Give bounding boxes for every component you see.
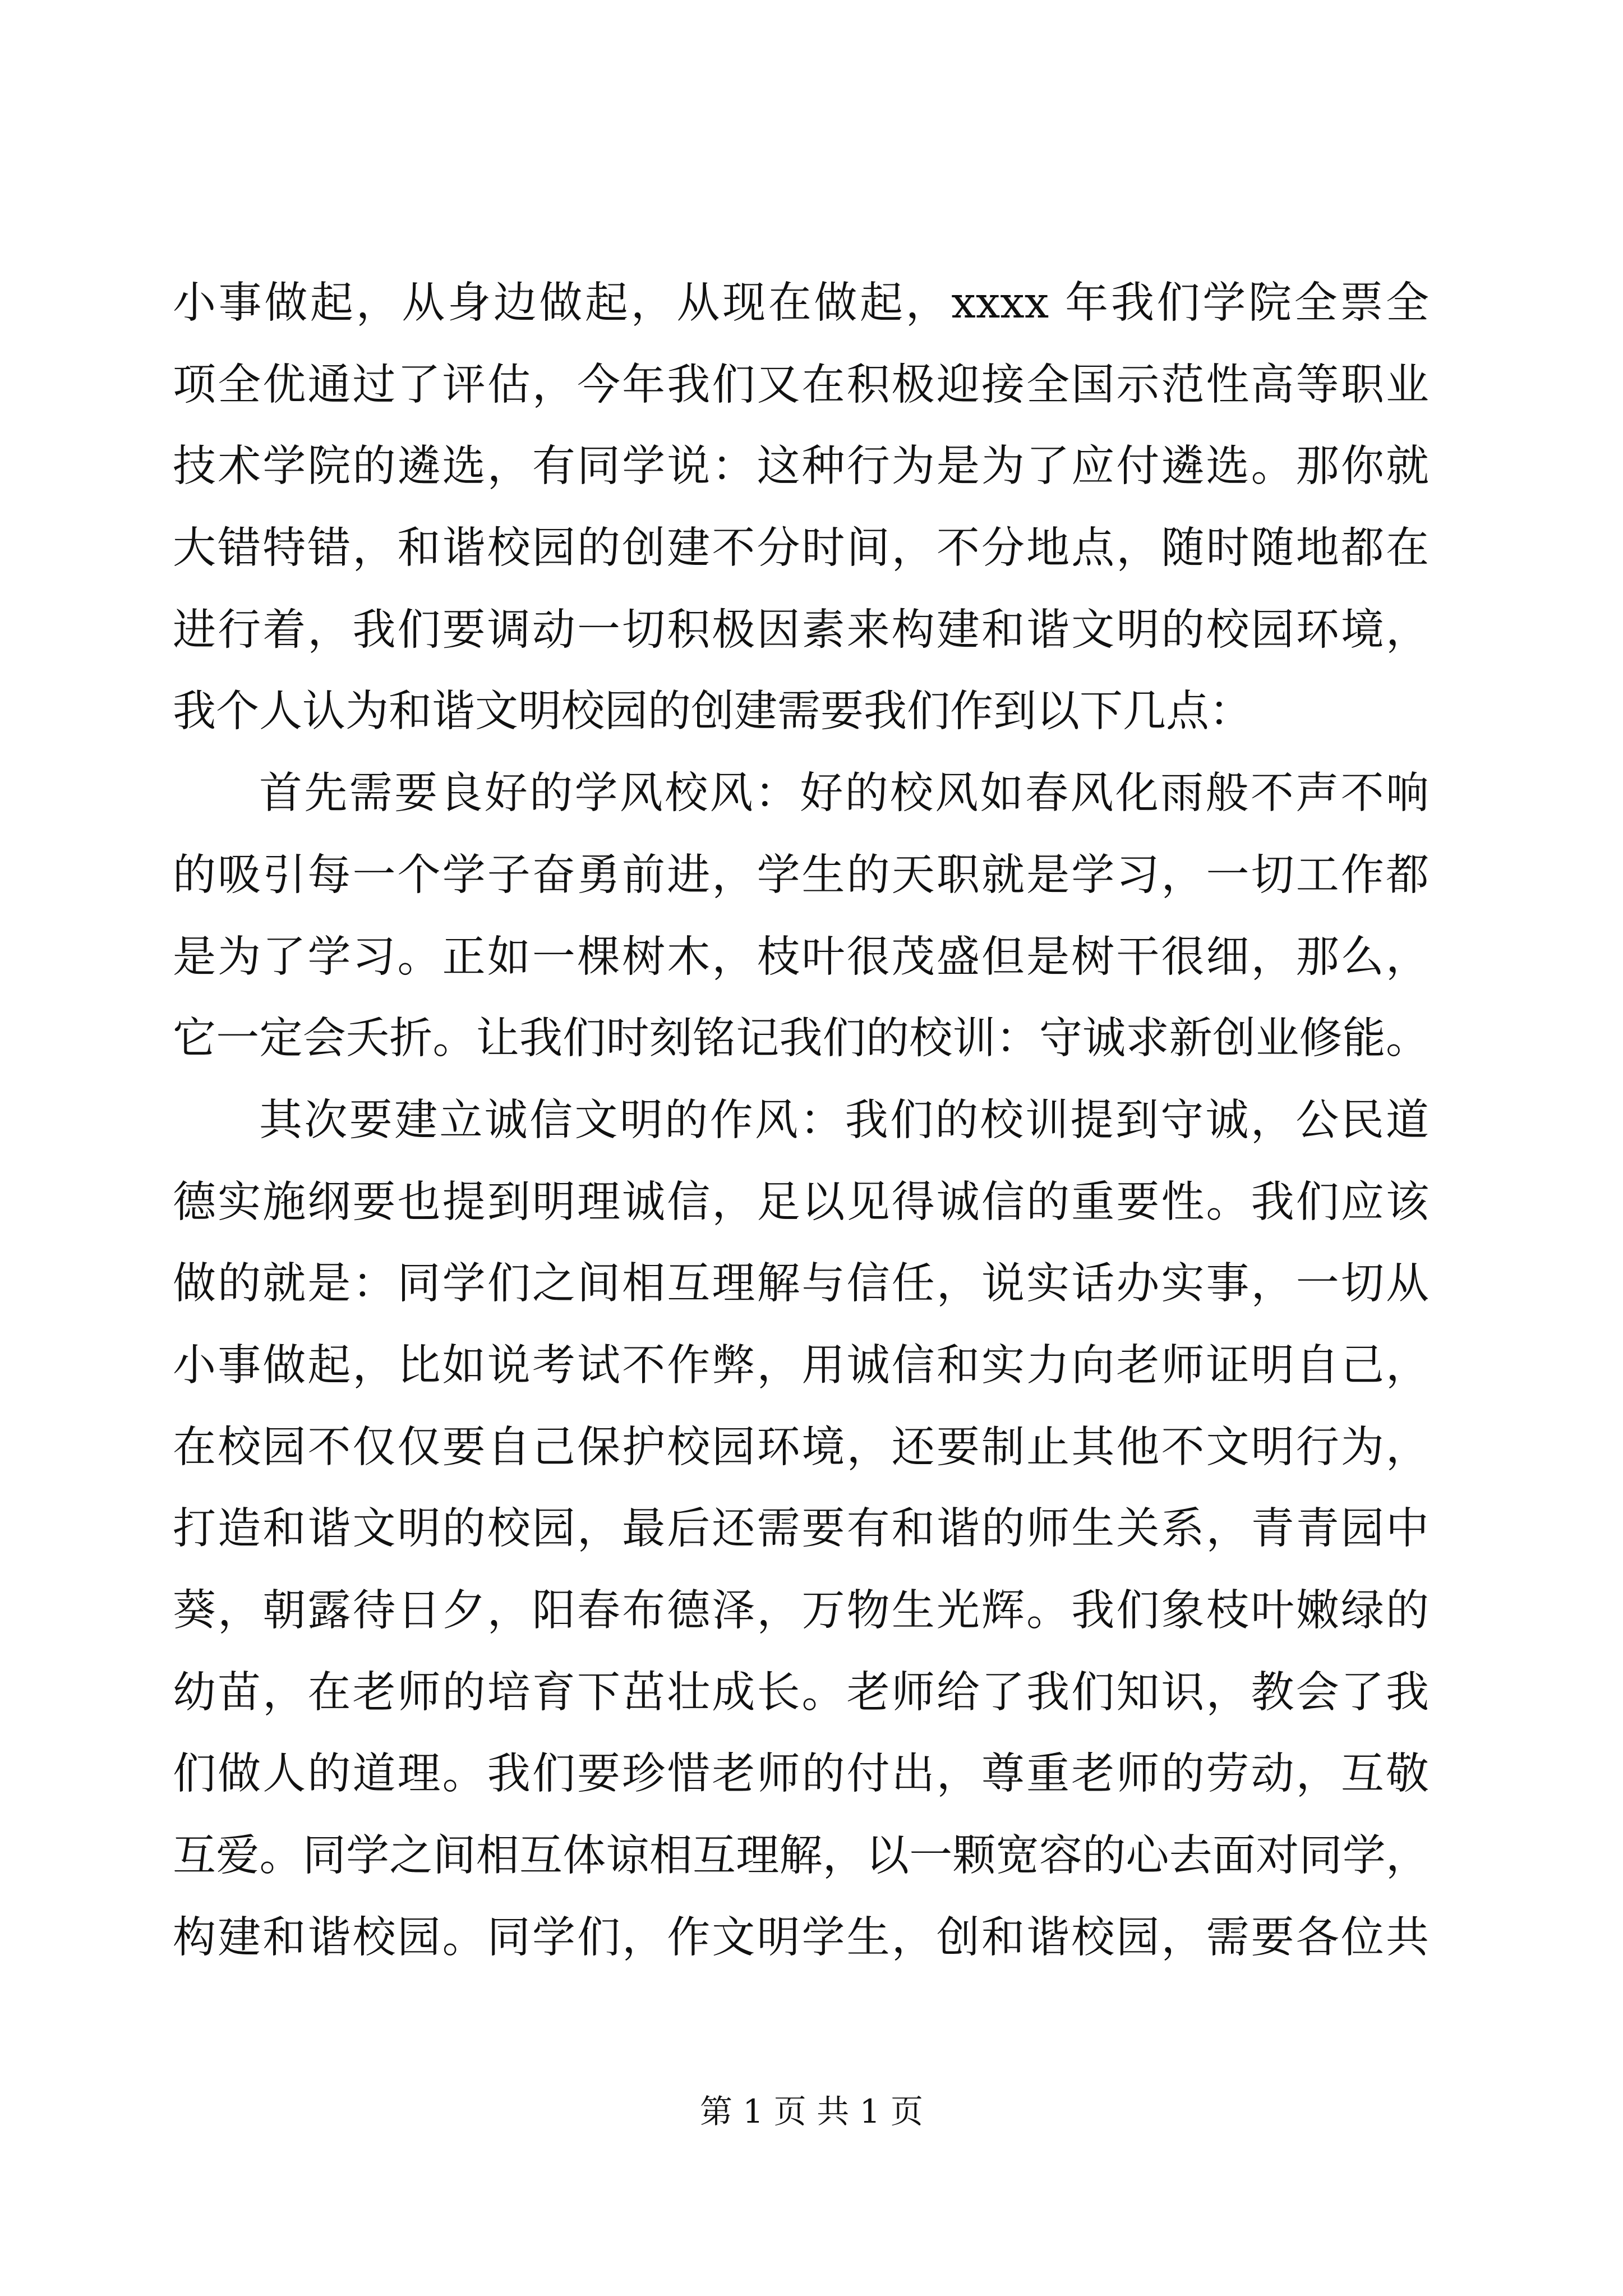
text-line: 技术学院的遴选，有同学说：这种行为是为了应付遴选。那你就 — [173, 441, 1429, 492]
text-line: 项全优通过了评估，今年我们又在积极迎接全国示范性高等职业 — [173, 360, 1429, 410]
text-line: 打造和谐文明的校园，最后还需要有和谐的师生关系，青青园中 — [173, 1504, 1429, 1554]
text-line: 首先需要良好的学风校风：好的校风如春风化雨般不声不响 — [259, 769, 1429, 819]
text-line: 们做人的道理。我们要珍惜老师的付出，尊重老师的劳动，互敬 — [173, 1749, 1429, 1800]
text-line: 它一定会夭折。让我们时刻铭记我们的校训：守诚求新创业修能。 — [173, 1014, 1429, 1064]
text-line: 做的就是：同学们之间相互理解与信任，说实话办实事，一切从 — [173, 1259, 1429, 1309]
text-line: 互爱。同学之间相互体谅相互理解，以一颗宽容的心去面对同学， — [173, 1831, 1429, 1881]
text-line: 进行着，我们要调动一切积极因素来构建和谐文明的校园环境， — [173, 605, 1429, 655]
text-line: 葵，朝露待日夕，阳春布德泽，万物生光辉。我们象枝叶嫩绿的 — [173, 1586, 1429, 1636]
text-line: 大错特错，和谐校园的创建不分时间，不分地点，随时随地都在 — [173, 523, 1429, 574]
text-line: 其次要建立诚信文明的作风：我们的校训提到守诚，公民道 — [259, 1095, 1429, 1145]
text-line: 幼苗，在老师的培育下茁壮成长。老师给了我们知识，教会了我 — [173, 1667, 1429, 1718]
text-line: 的吸引每一个学子奋勇前进，学生的天职就是学习，一切工作都 — [173, 850, 1429, 900]
page-footer: 第 1 页 共 1 页 — [700, 2092, 923, 2131]
body-text — [173, 263, 1429, 1978]
text-line: 小事做起，从身边做起，从现在做起，xxxx 年我们学院全票全 — [173, 278, 1429, 328]
text-line: 德实施纲要也提到明理诚信，足以见得诚信的重要性。我们应该 — [173, 1177, 1429, 1227]
text-line: 在校园不仅仅要自己保护校园环境，还要制止其他不文明行为， — [173, 1422, 1429, 1473]
text-line: 构建和谐校园。同学们，作文明学生，创和谐校园，需要各位共 — [173, 1912, 1429, 1963]
text-line: 我个人认为和谐文明校园的创建需要我们作到以下几点： — [173, 687, 1252, 737]
text-line: 是为了学习。正如一棵树木，枝叶很茂盛但是树干很细，那么， — [173, 932, 1429, 982]
text-line: 小事做起，比如说考试不作弊，用诚信和实力向老师证明自己， — [173, 1340, 1429, 1391]
